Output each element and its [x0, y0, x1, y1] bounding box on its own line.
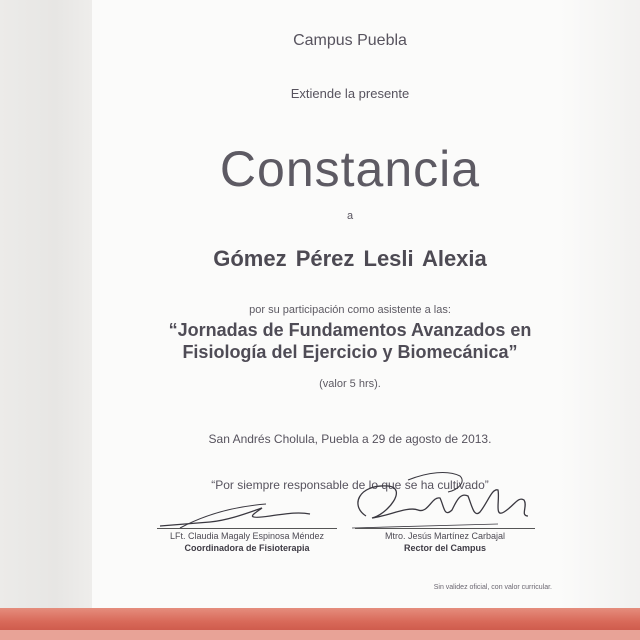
hours-value: (valor 5 hrs).: [319, 378, 381, 390]
signatory-name: Mtro. Jesús Martínez Carbajal: [384, 531, 506, 541]
participation-text: por su participación como asistente a las:: [249, 304, 451, 316]
campus-name: Campus Puebla: [293, 32, 407, 49]
to-word: a: [346, 210, 354, 222]
signatory-left: [152, 528, 342, 553]
right-shade: [560, 0, 640, 612]
recipient-name: Gómez Pérez Lesli Alexia: [213, 246, 487, 271]
bottom-red-stripe: [0, 608, 640, 630]
signatory-role: Rector del Campus: [403, 543, 487, 553]
certificate-title: Constancia: [219, 141, 481, 197]
event-title-line-1: “Jornadas de Fundamentos Avanzados en: [168, 320, 532, 340]
event-title-line-2: Fisiología del Ejercicio y Biomecánica”: [182, 342, 518, 362]
signature-left-icon: [150, 492, 330, 532]
signature-line: [157, 528, 337, 529]
motto: “Por siempre responsable de lo que se ha cultivado”: [211, 478, 489, 492]
signature-line: [355, 528, 535, 529]
left-shadow-band: [0, 0, 92, 612]
signatory-right: [350, 528, 540, 553]
place-date: San Andrés Cholula, Puebla a 29 de agosto de 2013.: [208, 432, 492, 446]
signature-right-icon: [348, 466, 548, 536]
bottom-edge: [0, 630, 640, 640]
signatory-role: Coordinadora de Fisioterapia: [184, 543, 310, 553]
validity-footnote: Sin validez oficial, con valor curricular.: [433, 584, 552, 591]
extends-text: Extiende la presente: [290, 86, 410, 101]
signatory-name: LFt. Claudia Magaly Espinosa Méndez: [169, 531, 325, 541]
